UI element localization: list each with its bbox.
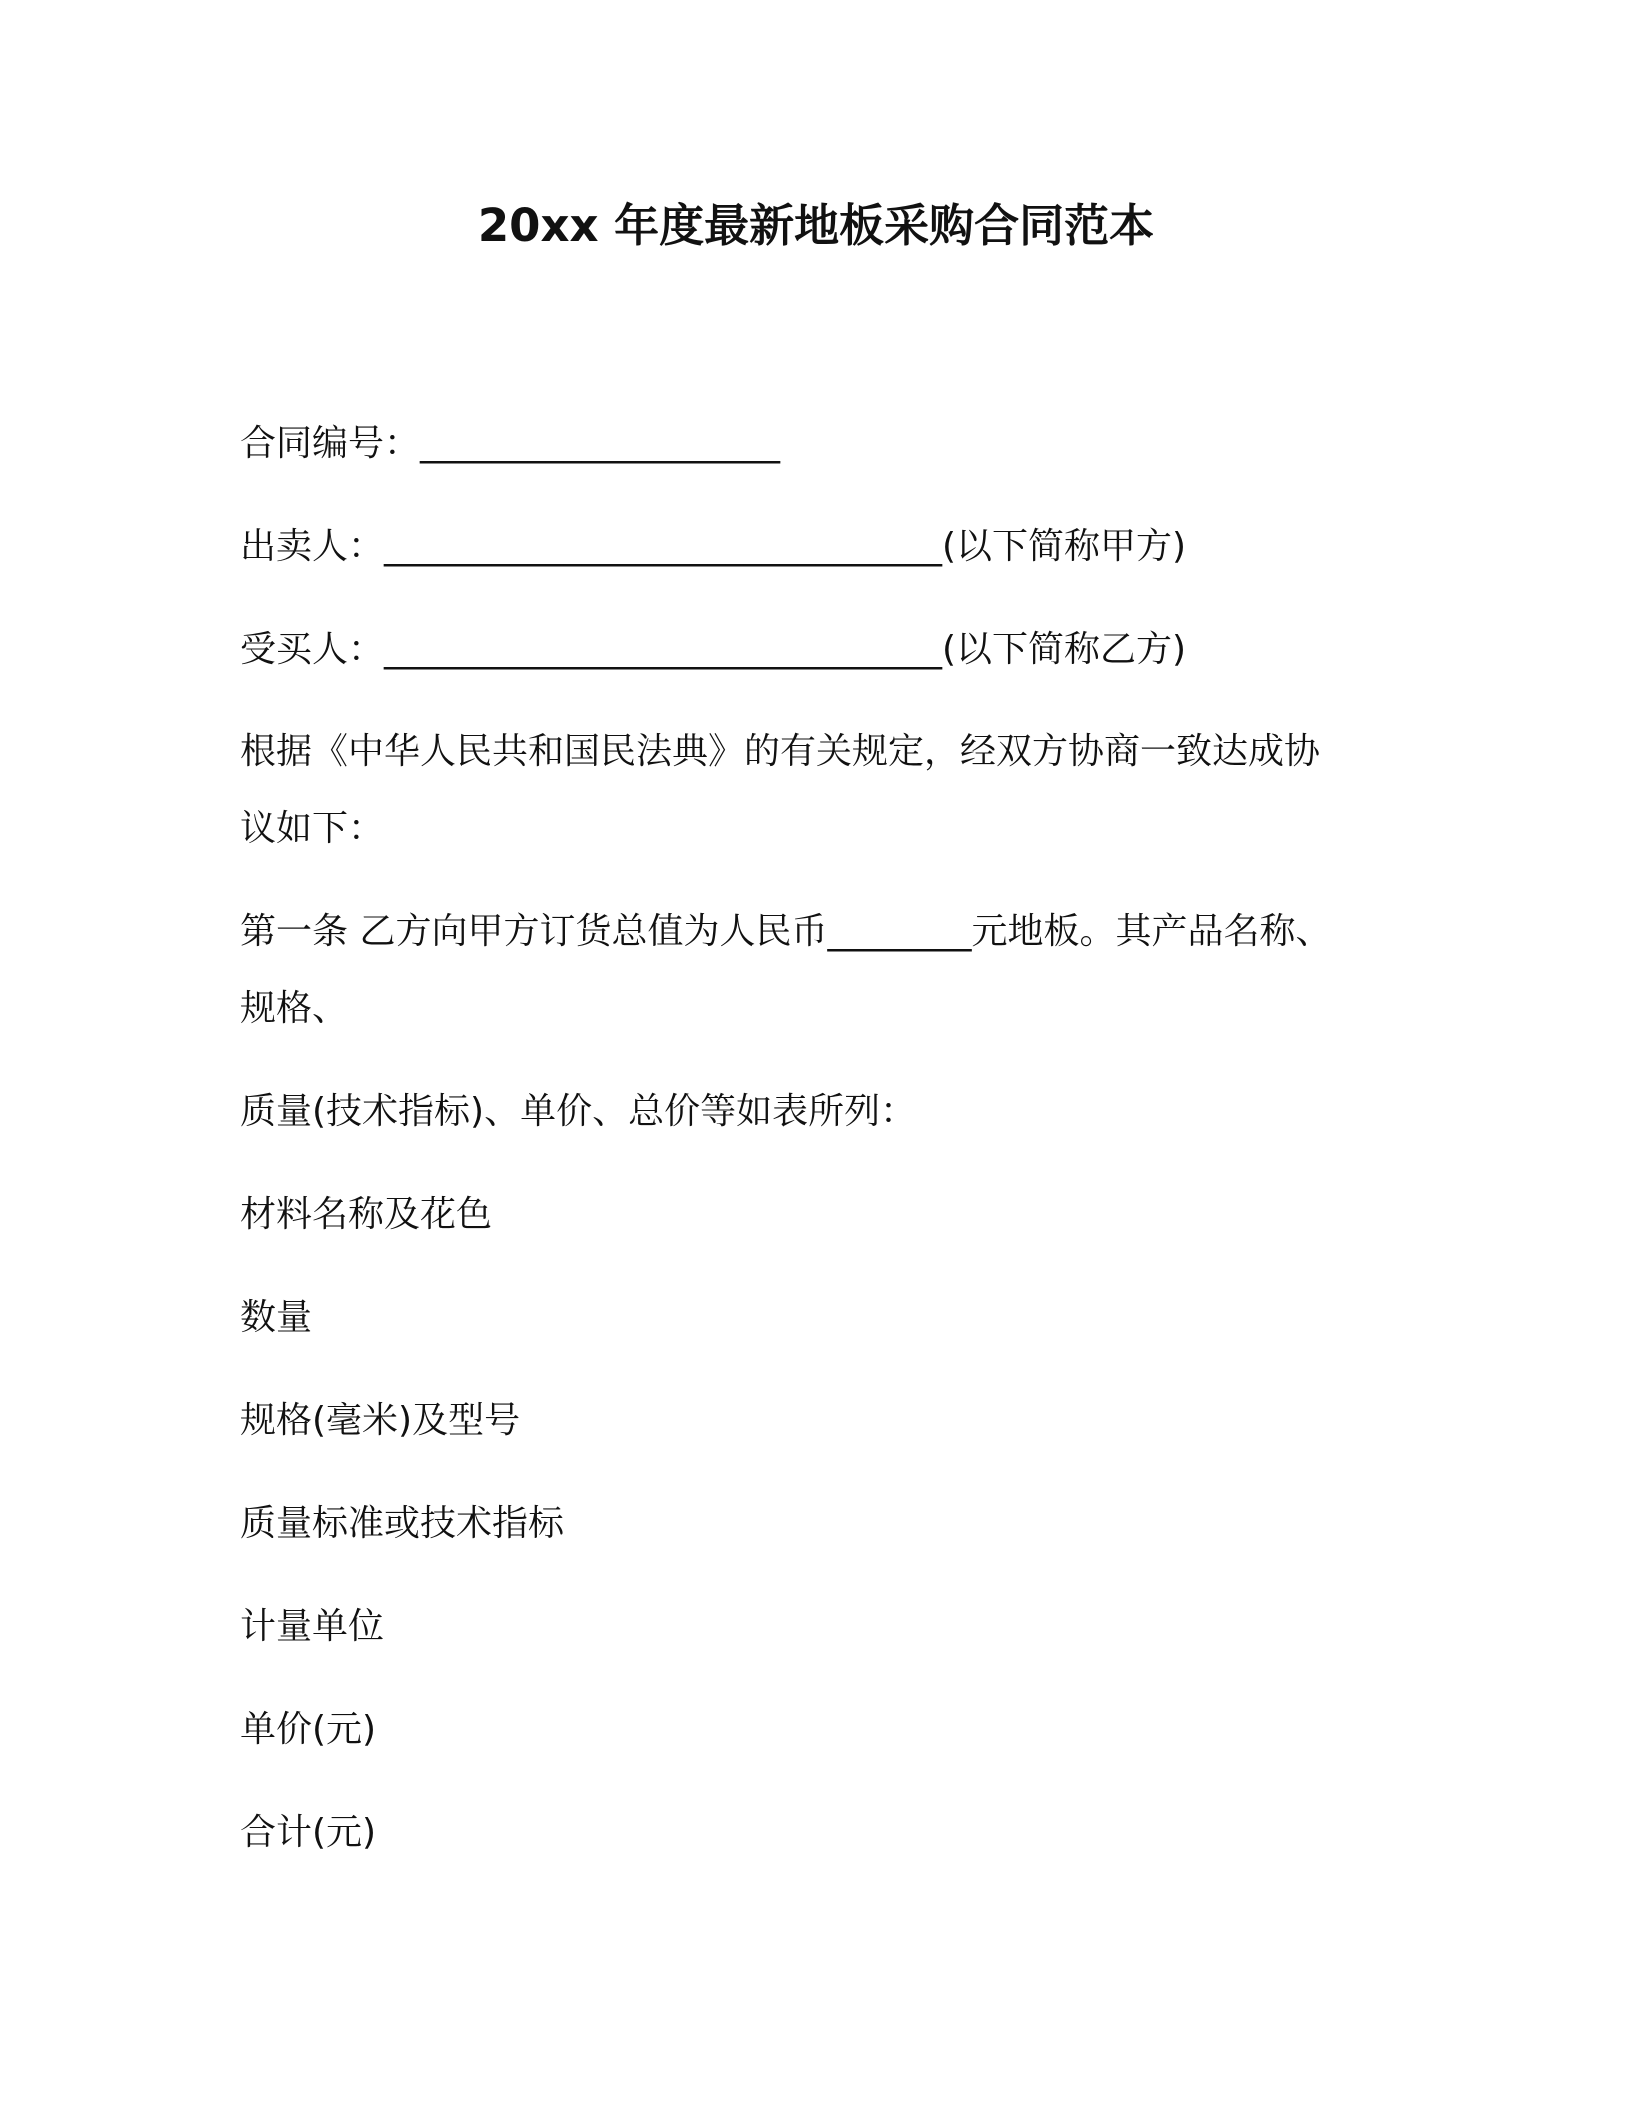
seller-line: 出卖人：_______________________________(以下简称甲方) <box>240 526 1187 567</box>
table-field-total: 合计(元) <box>240 1812 377 1853</box>
intro-paragraph-line-2: 议如下： <box>240 808 385 849</box>
table-field-quality-standard: 质量标准或技术指标 <box>240 1503 565 1544</box>
article-1-line-3: 质量(技术指标)、单价、总价等如表所列： <box>240 1091 917 1132</box>
buyer-line: 受买人：_______________________________(以下简称乙方) <box>240 629 1187 670</box>
table-field-unit-price: 单价(元) <box>240 1709 377 1750</box>
table-field-unit: 计量单位 <box>240 1606 385 1647</box>
intro-paragraph-line-1: 根据《中华人民共和国民法典》的有关规定，经双方协商一致达成协 <box>240 731 1321 772</box>
document-title: 20xx 年度最新地板采购合同范本 <box>477 199 1155 252</box>
table-field-material-name: 材料名称及花色 <box>240 1194 493 1235</box>
contract-number-line: 合同编号：____________________ <box>240 423 781 464</box>
article-1-line-2: 规格、 <box>240 988 349 1029</box>
table-field-quantity: 数量 <box>240 1297 313 1338</box>
article-1-line-1: 第一条 乙方向甲方订货总值为人民币________元地板。其产品名称、 <box>240 911 1332 952</box>
table-field-spec-model: 规格(毫米)及型号 <box>240 1400 521 1441</box>
